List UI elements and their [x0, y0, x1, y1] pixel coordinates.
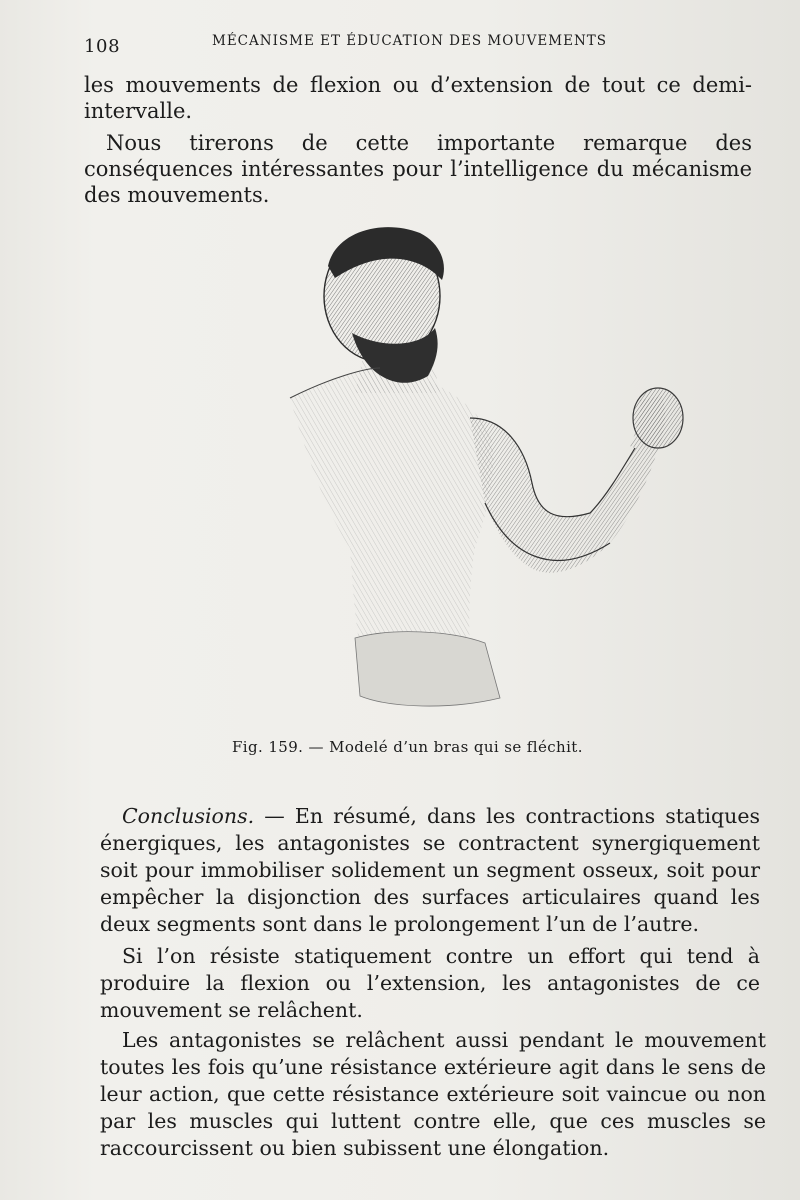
paragraph-remark: Nous tirerons de cette importante remarque des conséquences intéressantes pour l’intelligence du mécanisme des mouvements. [84, 131, 752, 207]
paragraph-continuation: les mouvements de flexion ou d’extension de tout ce demi-intervalle. [84, 73, 752, 123]
page-number: 108 [84, 36, 121, 57]
conclusions-text: — En résumé, dans les contractions statiques énergiques, les antagonistes se contractent synergiquement soit pour immobiliser solidement un segment osseux, soit pour empêcher la disjonction des surfaces articulaires quand les deux segments sont dans le prolongement l’un de l’autre. [100, 804, 760, 936]
boxer-flexed-arm-engraving [270, 218, 710, 718]
figure-illustration [270, 218, 710, 718]
paragraph-static-resistance: Si l’on résiste statiquement contre un effort qui tend à produire la flexion ou l’extension, les antagonistes de ce mouvement se relâchent. [100, 944, 760, 1022]
figure-caption: Fig. 159. — Modelé d’un bras qui se fléchit. [232, 738, 583, 756]
conclusions-heading: Conclusions. [122, 804, 255, 828]
paragraph-antagonists-relax: Les antagonistes se relâchent aussi pendant le mouvement toutes les fois qu’une résistance extérieure agit dans le sens de leur action, que cette résistance extérieure soit vaincue ou non par les muscles qui luttent contre elle, que ces muscles se raccourcissent ou bien subissent une élongation. [100, 1028, 766, 1160]
paragraph-conclusions [100, 803, 760, 938]
running-title: MÉCANISME ET ÉDUCATION DES MOUVEMENTS [212, 33, 608, 49]
